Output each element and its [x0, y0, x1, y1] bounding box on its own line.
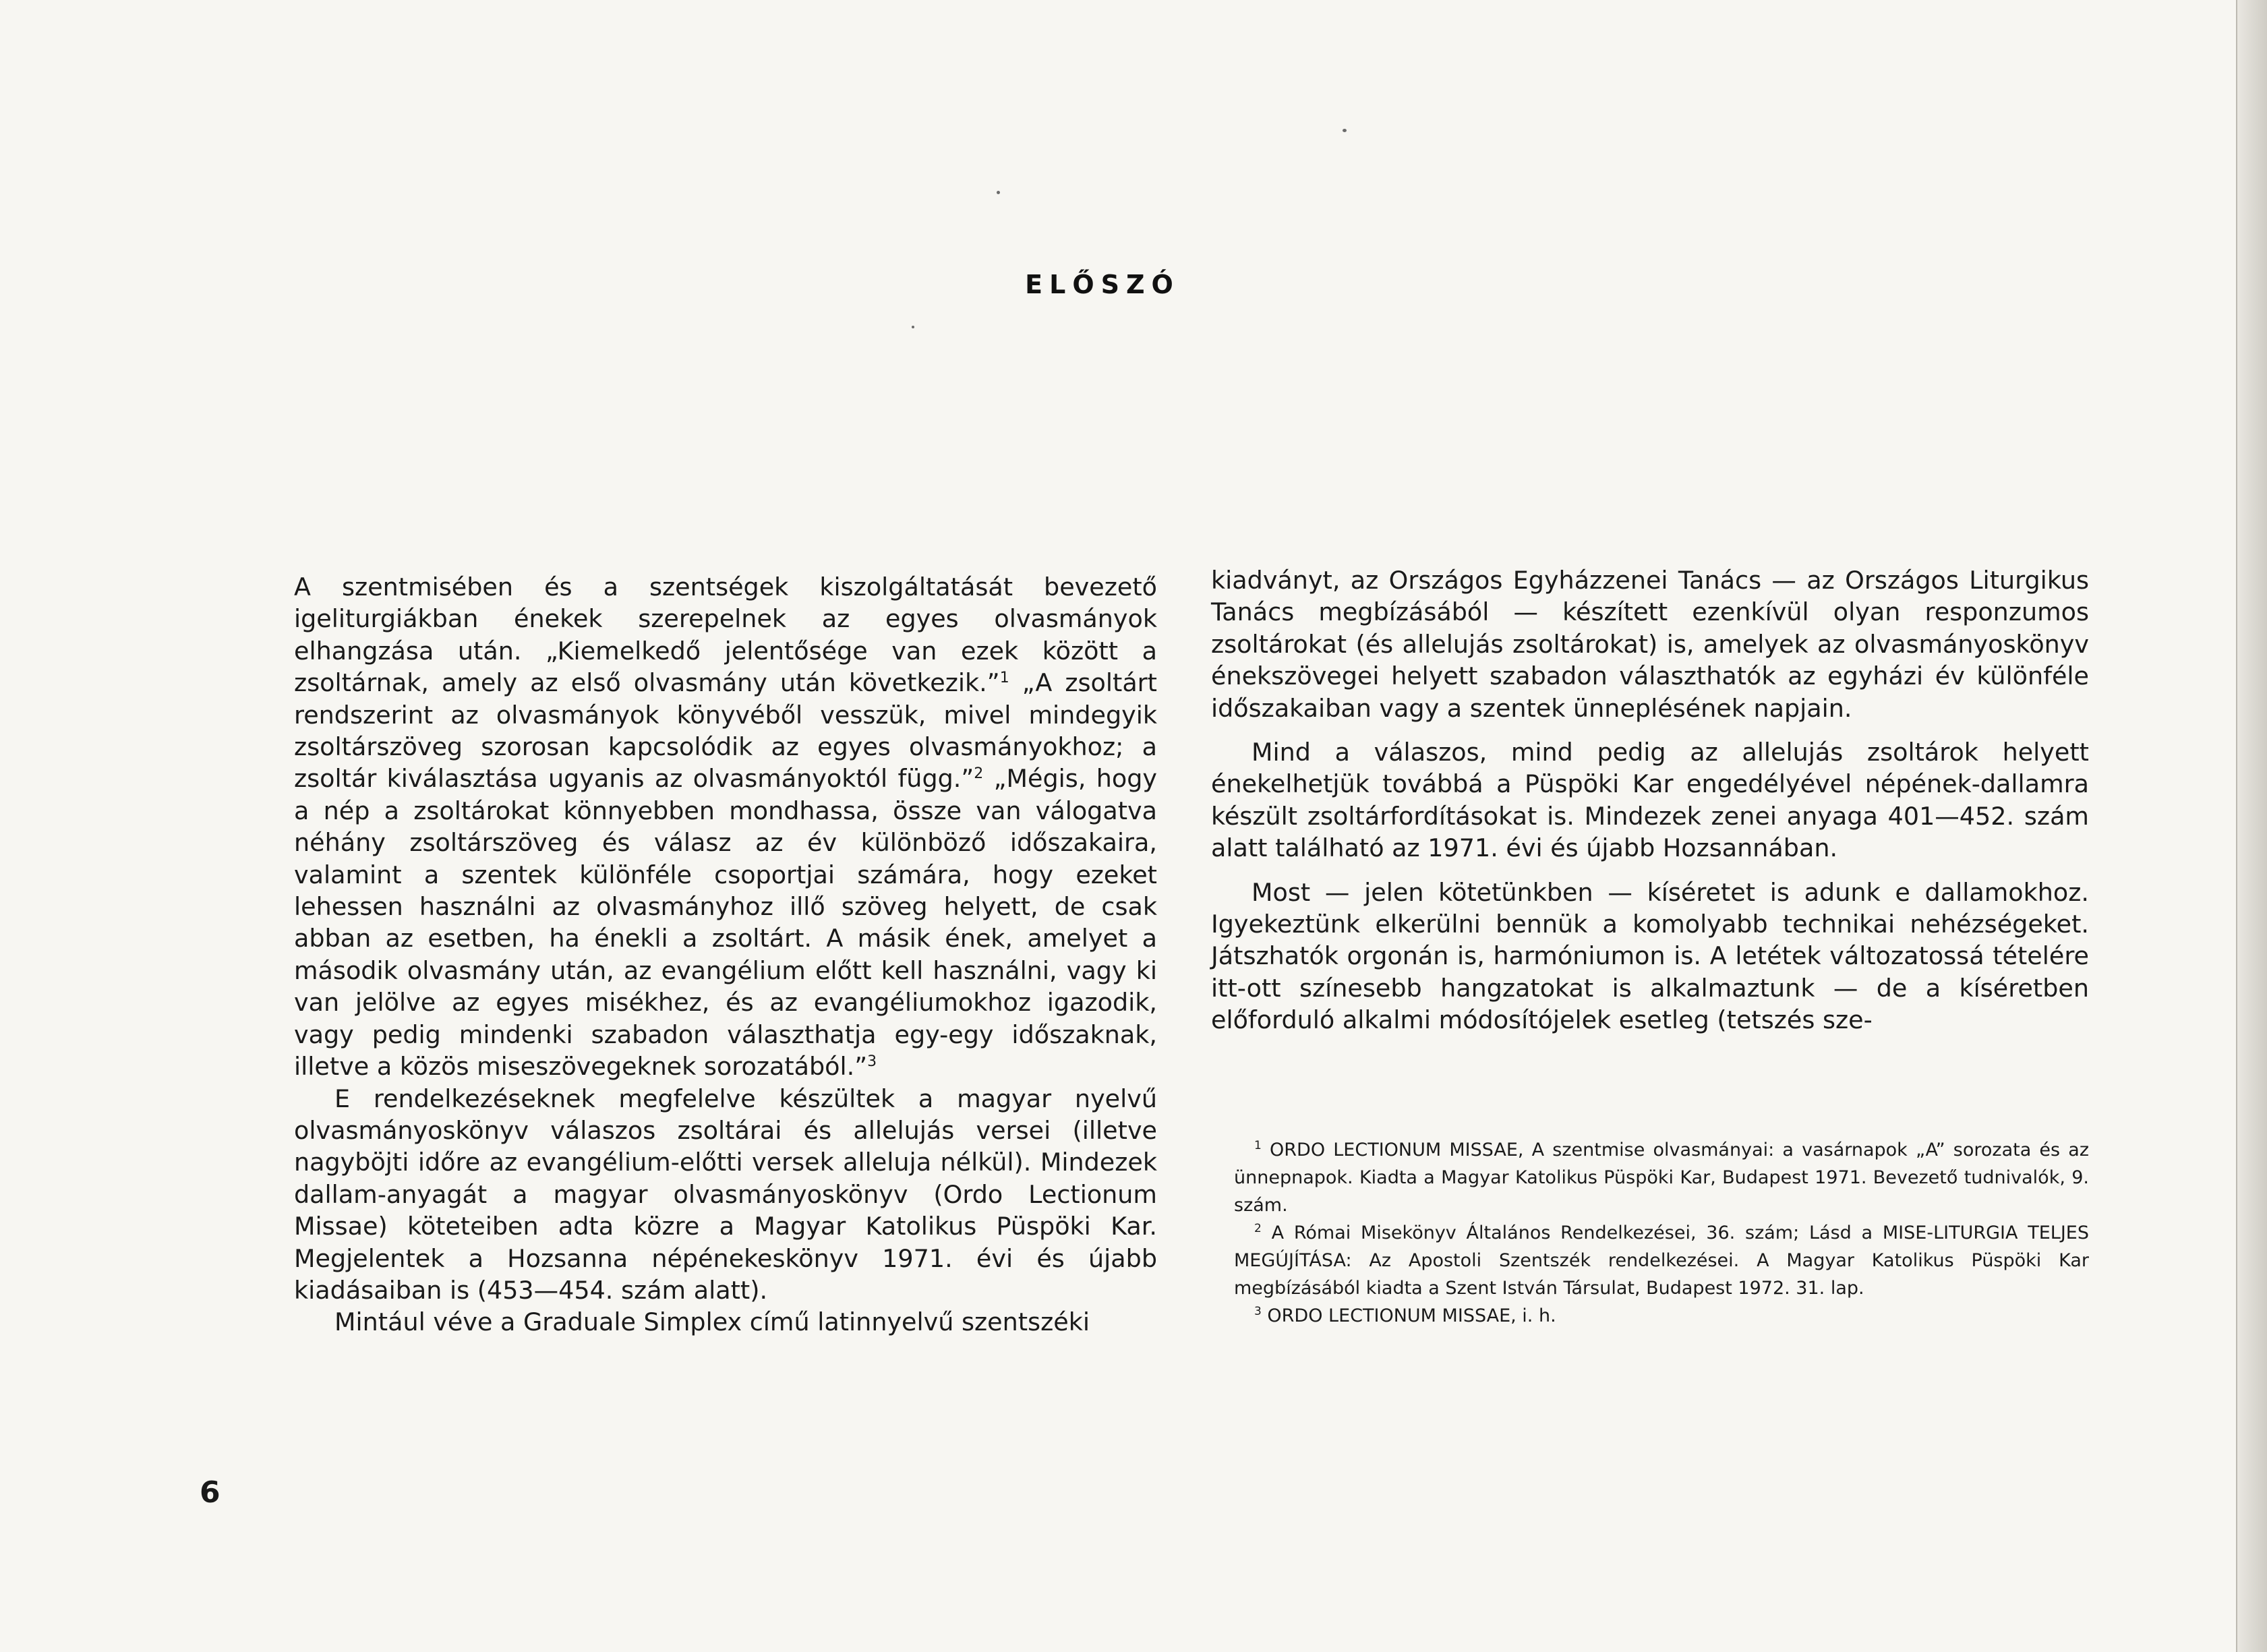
page-number: 6	[200, 1475, 220, 1510]
footnote-ref: 3	[867, 1053, 877, 1070]
paragraph-text: „A zsoltárt rendszerint az olvasmányok könyvéből vesszük, mivel mindegyik zsoltárszöveg szorosan kapcsolódik az egyes olvasmányokhoz; a zsoltár kiválasztása ugyanis az olvasmányoktól függ.”	[294, 668, 1157, 794]
footnote-mark: 3	[1254, 1305, 1262, 1318]
footnote-text: A Római Misekönyv Általános Rendelkezései, 36. szám; Lásd a MISE-LITURGIA TELJES MEGÚJÍTÁSA: Az Apostoli Szentszék rendelkezései. A Magyar Katolikus Püspöki Kar megbízásából kiadta a Szent István Társulat, Budapest 1972. 31. lap.	[1234, 1222, 2089, 1299]
footnote-ref: 1	[999, 670, 1009, 687]
paragraph-text: „Mégis, hogy a nép a zsoltárokat könnyebben mondhassa, össze van válogatva néhány zsoltárszöveg és válasz az év különböző időszakaira, valamint a szentek különféle csoportjai számára, hogy ezeket lehessen használni az olvasmányhoz illő szöveg helyett, de csak abban az esetben, ha énekli a zsoltárt. A másik ének, amelyet a második olvasmány után, az evangélium előtt kell használni, vagy ki van jelölve az egyes misékhez, és az evangéliumokhoz igazodik, vagy pedig mindenki szabadon választhatja egy-egy időszaknak, illetve a közös miseszövegeknek sorozatából.”	[294, 764, 1157, 1082]
footnote-text: ORDO LECTIONUM MISSAE, A szentmise olvasmányai: a vasárnapok „A” sorozata és az ünnepnapok. Kiadta a Magyar Katolikus Püspöki Kar, Budapest 1971. Bevezető tudnivalók, 9. szám.	[1234, 1140, 2089, 1216]
left-column	[294, 571, 1157, 1338]
paragraph	[294, 571, 1157, 1083]
paragraph: Mintául véve a Graduale Simplex című latinnyelvű szentszéki	[334, 1307, 1090, 1337]
right-column	[1211, 564, 2089, 1036]
paragraph-text: A szentmisében és a szentségek kiszolgáltatását bevezető igeliturgiákban énekek szerepelnek az egyes olvasmányok elhangzása után. „Kiemelkedő jelentősége van ezek között a zsoltárnak, amely az első olvasmány után következik.”	[294, 572, 1157, 698]
footnote-mark: 2	[1254, 1222, 1262, 1235]
footnote	[1234, 1302, 2089, 1330]
footnote-text: ORDO LECTIONUM MISSAE, i. h.	[1267, 1305, 1556, 1326]
footnote	[1234, 1219, 2089, 1302]
footnote	[1234, 1136, 2089, 1219]
dust-speck	[997, 191, 1000, 194]
dust-speck	[912, 326, 914, 328]
paragraph: Most — jelen kötetünkben — kíséretet is adunk e dallamokhoz. Igyekeztünk elkerülni bennük a komolyabb technikai nehézségeket. Játszhatók orgonán is, harmóniumon is. A letétek változatossá tételére itt-ott színesebb hangzatokat is alkalmaztunk — de a kíséretben előforduló alkalmi módosítójelek esetleg (tetszés sze-	[1211, 877, 2089, 1035]
footnote-mark: 1	[1254, 1139, 1262, 1152]
paragraph: Mind a válaszos, mind pedig az allelujás zsoltárok helyett énekelhetjük továbbá a Püspöki Kar engedélyével népének-dallamra készült zsoltárfordításokat is. Mindezek zenei anyaga 401—452. szám alatt található az 1971. évi és újabb Hozsannában.	[1211, 738, 2089, 863]
page-edge-shadow	[2236, 0, 2267, 1652]
footnotes	[1234, 1136, 2089, 1330]
footnote-ref: 2	[974, 765, 984, 783]
paragraph: kiadványt, az Országos Egyházzenei Tanács — az Országos Liturgikus Tanács megbízásából — készített ezenkívül olyan responzumos zsoltárokat (és allelujás zsoltárokat) is, amelyek az olvasmányoskönyv énekszövegei helyett szabadon választhatók az egyházi év különféle időszakaiban vagy a szentek ünneplésének napjain.	[1211, 566, 2089, 723]
paragraph: E rendelkezéseknek megfelelve készültek a magyar nyelvű olvasmányoskönyv válaszos zsoltárai és allelujás versei (illetve nagyböjti időre az evangélium-előtti versek alleluja nélkül). Mindezek dallam-anyagát a magyar olvasmányoskönyv (Ordo Lectionum Missae) köteteiben adta közre a Magyar Katolikus Püspöki Kar. Megjelentek a Hozsanna népénekeskönyv 1971. évi és újabb kiadásaiban is (453—454. szám alatt).	[294, 1084, 1157, 1305]
page-title: ELŐSZÓ	[1025, 270, 1180, 299]
dust-speck	[1343, 129, 1347, 132]
